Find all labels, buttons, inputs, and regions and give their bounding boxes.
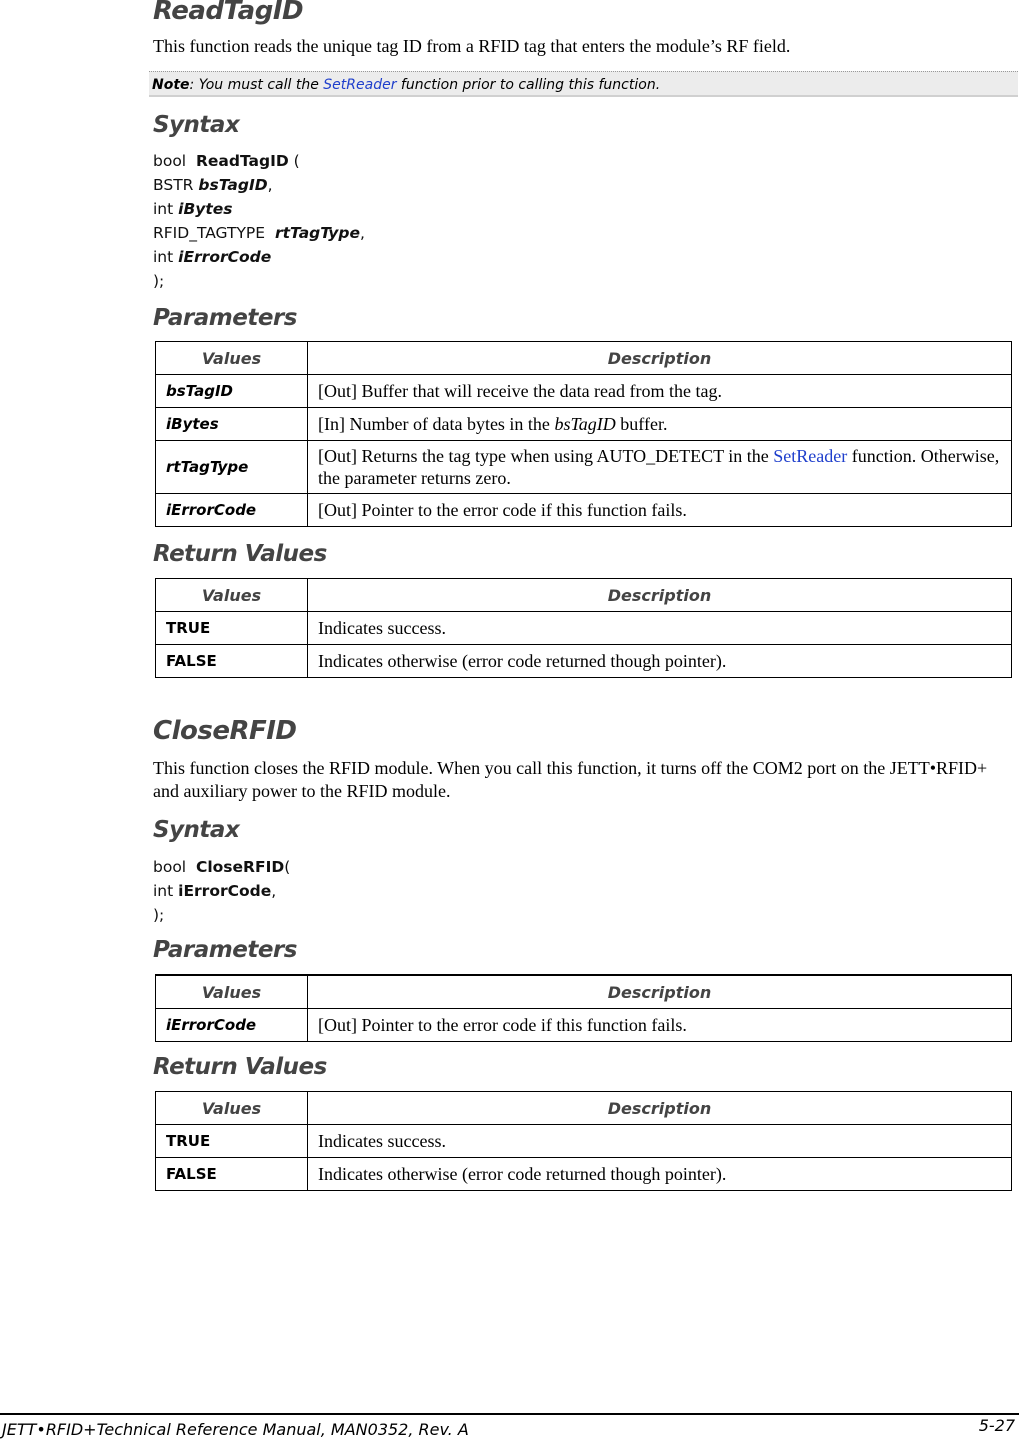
table-row	[156, 375, 1012, 408]
table-row	[156, 612, 1012, 645]
footer-divider	[0, 1413, 1019, 1415]
function-title-closerfid: CloseRFID	[153, 716, 297, 746]
desc-text: [In] Number of data bytes in the	[318, 414, 555, 434]
syntax-paren: (	[284, 858, 291, 876]
syntax-arg: iErrorCode	[178, 882, 272, 900]
syntax-type: bool	[153, 858, 196, 876]
parameters-heading: Parameters	[153, 937, 297, 963]
table-header-row	[156, 1092, 1012, 1125]
parameters-table	[155, 974, 1012, 1042]
table-row	[156, 494, 1012, 527]
syntax-block-closerfid	[153, 855, 290, 927]
table-row	[156, 1158, 1012, 1191]
syntax-type: int	[153, 882, 179, 900]
return-description: Indicates success.	[308, 1125, 1012, 1158]
syntax-heading: Syntax	[153, 112, 240, 138]
syntax-arg: rtTagType	[274, 224, 360, 242]
note-label: Note	[152, 77, 190, 93]
return-value: FALSE	[156, 1158, 308, 1191]
note-text-after: function prior to calling this function.	[396, 77, 661, 93]
return-description: Indicates otherwise (error code returned though pointer).	[308, 645, 1012, 678]
table-row	[156, 645, 1012, 678]
page-number: 5-27	[978, 1416, 1015, 1435]
param-description	[308, 441, 1012, 494]
param-description	[308, 408, 1012, 441]
return-values-heading: Return Values	[153, 1054, 327, 1080]
return-value: FALSE	[156, 645, 308, 678]
syntax-comma: ,	[360, 224, 365, 242]
param-value: iErrorCode	[156, 494, 308, 527]
column-header-values: Values	[156, 579, 308, 612]
table-header-row	[156, 579, 1012, 612]
table-row	[156, 408, 1012, 441]
table-row	[156, 441, 1012, 494]
column-header-description: Description	[308, 342, 1012, 375]
desc-text: function. Otherwise, the parameter returns zero.	[318, 446, 1000, 488]
syntax-close: );	[153, 906, 165, 924]
desc-text: buffer.	[615, 414, 668, 434]
syntax-type: RFID_TAGTYPE	[153, 224, 275, 242]
return-values-table	[155, 1091, 1012, 1191]
footer-manual-title: JETT•RFID+Technical Reference Manual, MAN0352, Rev. A	[2, 1420, 469, 1439]
table-header-row	[156, 342, 1012, 375]
column-header-values: Values	[156, 342, 308, 375]
return-description: Indicates success.	[308, 612, 1012, 645]
note-box	[149, 71, 1018, 97]
table-row	[156, 1125, 1012, 1158]
function-title-readtagid: ReadTagID	[153, 0, 304, 26]
column-header-values: Values	[156, 975, 308, 1009]
syntax-heading: Syntax	[153, 817, 240, 843]
readtagid-intro: This function reads the unique tag ID from a RFID tag that enters the module’s RF field.	[153, 36, 791, 56]
param-value: rtTagType	[156, 441, 308, 494]
syntax-function-name: ReadTagID	[195, 152, 289, 170]
syntax-type: int	[153, 200, 179, 218]
return-value: TRUE	[156, 1125, 308, 1158]
column-header-description: Description	[308, 975, 1012, 1009]
return-values-table	[155, 578, 1012, 678]
param-value: bsTagID	[156, 375, 308, 408]
return-value: TRUE	[156, 612, 308, 645]
column-header-description: Description	[308, 579, 1012, 612]
syntax-close: );	[153, 272, 165, 290]
desc-italic: bsTagID	[554, 414, 616, 434]
note-text-before: : You must call the	[189, 77, 324, 93]
param-value: iBytes	[156, 408, 308, 441]
column-header-description: Description	[308, 1092, 1012, 1125]
syntax-arg: bsTagID	[198, 176, 268, 194]
param-value: iErrorCode	[156, 1009, 308, 1042]
syntax-type: bool	[153, 152, 196, 170]
setreader-link[interactable]: SetReader	[773, 446, 848, 466]
return-description: Indicates otherwise (error code returned though pointer).	[308, 1158, 1012, 1191]
parameters-heading: Parameters	[153, 305, 297, 331]
syntax-comma: ,	[267, 176, 273, 194]
desc-text: [Out] Returns the tag type when using AUTO_DETECT in the	[318, 446, 774, 466]
syntax-arg: iErrorCode	[178, 248, 272, 266]
parameters-table	[155, 341, 1012, 527]
syntax-block-readtagid	[153, 149, 365, 293]
return-values-heading: Return Values	[153, 541, 327, 567]
closerfid-intro: This function closes the RFID module. When you call this function, it turns off the COM2 port on the JETT•RFID+ and auxiliary power to the RFID module.	[153, 758, 988, 801]
syntax-paren: (	[288, 152, 300, 170]
param-description: [Out] Pointer to the error code if this function fails.	[308, 494, 1012, 527]
syntax-arg: iBytes	[178, 200, 233, 218]
table-row	[156, 1009, 1012, 1042]
syntax-type: int	[153, 248, 179, 266]
table-header-row	[156, 975, 1012, 1009]
syntax-function-name: CloseRFID	[195, 858, 285, 876]
syntax-comma: ,	[271, 882, 277, 900]
setreader-link[interactable]: SetReader	[323, 77, 397, 93]
param-description: [Out] Buffer that will receive the data read from the tag.	[308, 375, 1012, 408]
param-description: [Out] Pointer to the error code if this function fails.	[308, 1009, 1012, 1042]
syntax-type: BSTR	[153, 176, 199, 194]
column-header-values: Values	[156, 1092, 308, 1125]
